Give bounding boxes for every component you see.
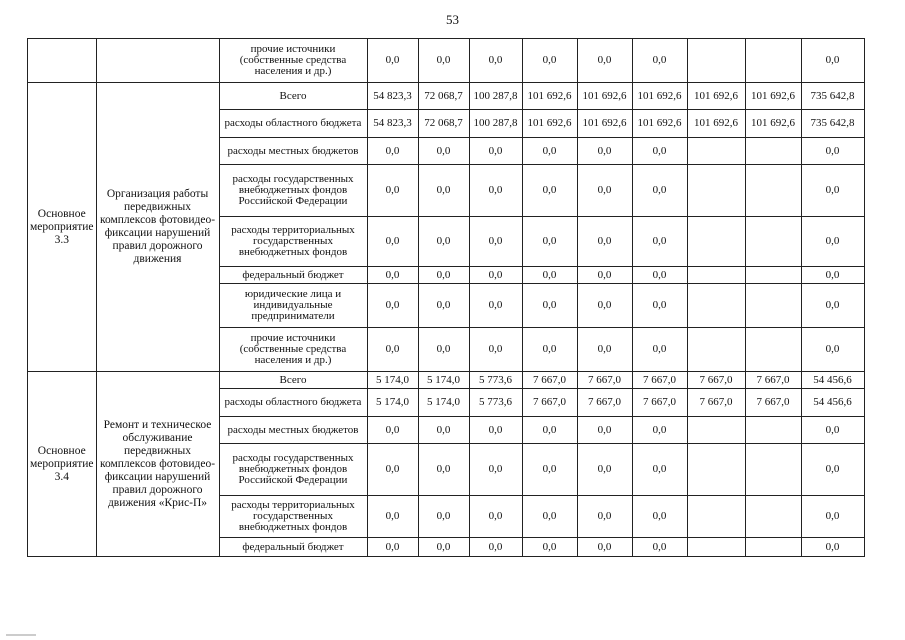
value-cell: 5 174,0	[367, 372, 418, 389]
value-cell	[745, 284, 801, 328]
value-cell: 101 692,6	[632, 83, 687, 110]
value-cell: 100 287,8	[469, 110, 522, 138]
activity-description-cell: Ремонт и техническое обслуживание передвижных комплексов фотовидео-фиксации нарушений правил дорожного движения «Крис-П»	[96, 372, 219, 557]
value-cell: 0,0	[522, 284, 577, 328]
value-cell: 0,0	[469, 267, 522, 284]
value-cell: 0,0	[367, 138, 418, 165]
value-cell: 0,0	[632, 496, 687, 538]
value-cell	[745, 267, 801, 284]
value-cell: 0,0	[801, 328, 864, 372]
page-number: 53	[446, 12, 459, 27]
value-cell	[745, 538, 801, 557]
value-cell: 0,0	[469, 417, 522, 444]
funding-source-cell: прочие источники (собственные средства населения и др.)	[219, 39, 367, 83]
value-cell: 0,0	[577, 538, 632, 557]
value-cell: 0,0	[418, 39, 469, 83]
value-cell	[687, 217, 745, 267]
value-cell: 0,0	[469, 217, 522, 267]
value-cell	[745, 417, 801, 444]
funding-source-cell: расходы территориальных государственных внебюджетных фондов	[219, 217, 367, 267]
value-cell: 0,0	[367, 284, 418, 328]
value-cell: 0,0	[801, 138, 864, 165]
value-cell: 54 823,3	[367, 83, 418, 110]
funding-source-cell: расходы местных бюджетов	[219, 417, 367, 444]
value-cell: 0,0	[418, 328, 469, 372]
value-cell: 0,0	[577, 328, 632, 372]
value-cell: 0,0	[632, 444, 687, 496]
value-cell: 0,0	[522, 138, 577, 165]
value-cell: 0,0	[801, 417, 864, 444]
value-cell: 7 667,0	[745, 389, 801, 417]
value-cell: 0,0	[577, 496, 632, 538]
value-cell	[687, 417, 745, 444]
value-cell	[745, 165, 801, 217]
value-cell: 0,0	[577, 284, 632, 328]
value-cell: 7 667,0	[632, 372, 687, 389]
value-cell: 0,0	[367, 328, 418, 372]
value-cell	[687, 165, 745, 217]
value-cell: 0,0	[632, 284, 687, 328]
value-cell: 5 773,6	[469, 372, 522, 389]
funding-source-cell: расходы областного бюджета	[219, 110, 367, 138]
funding-source-cell: Всего	[219, 83, 367, 110]
value-cell: 0,0	[632, 267, 687, 284]
value-cell: 101 692,6	[577, 83, 632, 110]
value-cell: 0,0	[367, 39, 418, 83]
value-cell	[745, 39, 801, 83]
value-cell: 0,0	[418, 444, 469, 496]
value-cell	[687, 267, 745, 284]
value-cell: 0,0	[367, 217, 418, 267]
value-cell	[687, 496, 745, 538]
value-cell: 0,0	[801, 496, 864, 538]
funding-source-cell: расходы местных бюджетов	[219, 138, 367, 165]
value-cell: 0,0	[632, 165, 687, 217]
value-cell: 0,0	[632, 39, 687, 83]
value-cell: 0,0	[367, 417, 418, 444]
funding-source-cell: расходы территориальных государственных внебюджетных фондов	[219, 496, 367, 538]
value-cell: 0,0	[632, 217, 687, 267]
value-cell: 0,0	[367, 165, 418, 217]
value-cell: 0,0	[469, 328, 522, 372]
value-cell: 0,0	[801, 39, 864, 83]
table-body	[28, 39, 865, 557]
table-row	[28, 372, 865, 389]
value-cell: 101 692,6	[687, 110, 745, 138]
value-cell: 7 667,0	[687, 372, 745, 389]
value-cell: 0,0	[577, 444, 632, 496]
value-cell: 0,0	[418, 138, 469, 165]
value-cell: 5 174,0	[367, 389, 418, 417]
value-cell	[745, 138, 801, 165]
funding-source-cell: Всего	[219, 372, 367, 389]
value-cell: 0,0	[801, 217, 864, 267]
value-cell: 7 667,0	[577, 389, 632, 417]
funding-source-cell: федеральный бюджет	[219, 538, 367, 557]
empty-desc-cell	[96, 39, 219, 83]
value-cell: 0,0	[632, 138, 687, 165]
value-cell: 0,0	[418, 417, 469, 444]
value-cell: 0,0	[577, 417, 632, 444]
value-cell: 0,0	[418, 496, 469, 538]
value-cell: 0,0	[801, 284, 864, 328]
value-cell: 0,0	[418, 267, 469, 284]
value-cell: 0,0	[469, 39, 522, 83]
value-cell: 0,0	[469, 444, 522, 496]
value-cell: 0,0	[577, 217, 632, 267]
value-cell: 735 642,8	[801, 110, 864, 138]
value-cell: 101 692,6	[522, 83, 577, 110]
value-cell: 0,0	[577, 165, 632, 217]
value-cell: 101 692,6	[577, 110, 632, 138]
value-cell: 101 692,6	[745, 110, 801, 138]
value-cell: 0,0	[367, 267, 418, 284]
empty-group-cell	[28, 39, 97, 83]
value-cell	[745, 496, 801, 538]
activity-group-cell: Основное мероприятие 3.3	[28, 83, 97, 372]
value-cell	[687, 328, 745, 372]
activity-description-cell: Организация работы передвижных комплексов фотовидео- фиксации нарушений правил дорожного движения	[96, 83, 219, 372]
table-row	[28, 83, 865, 110]
value-cell: 54 456,6	[801, 389, 864, 417]
value-cell: 54 823,3	[367, 110, 418, 138]
value-cell	[687, 444, 745, 496]
funding-source-cell: прочие источники (собственные средства населения и др.)	[219, 328, 367, 372]
value-cell: 0,0	[522, 496, 577, 538]
funding-source-cell: расходы областного бюджета	[219, 389, 367, 417]
value-cell: 0,0	[522, 538, 577, 557]
value-cell: 7 667,0	[522, 372, 577, 389]
value-cell: 7 667,0	[522, 389, 577, 417]
value-cell: 101 692,6	[522, 110, 577, 138]
value-cell: 0,0	[469, 538, 522, 557]
value-cell: 0,0	[801, 165, 864, 217]
value-cell: 0,0	[632, 417, 687, 444]
value-cell: 0,0	[577, 39, 632, 83]
value-cell: 0,0	[418, 217, 469, 267]
value-cell: 0,0	[469, 138, 522, 165]
value-cell: 0,0	[367, 538, 418, 557]
value-cell: 7 667,0	[632, 389, 687, 417]
value-cell: 735 642,8	[801, 83, 864, 110]
value-cell: 0,0	[801, 444, 864, 496]
budget-table	[27, 38, 865, 557]
value-cell: 0,0	[418, 284, 469, 328]
value-cell: 101 692,6	[632, 110, 687, 138]
value-cell: 0,0	[469, 496, 522, 538]
value-cell: 0,0	[632, 328, 687, 372]
value-cell: 0,0	[522, 165, 577, 217]
value-cell: 0,0	[367, 496, 418, 538]
value-cell	[745, 328, 801, 372]
value-cell: 0,0	[522, 328, 577, 372]
funding-source-cell: федеральный бюджет	[219, 267, 367, 284]
value-cell: 0,0	[632, 538, 687, 557]
value-cell: 100 287,8	[469, 83, 522, 110]
activity-group-cell: Основное мероприятие 3.4	[28, 372, 97, 557]
value-cell: 72 068,7	[418, 110, 469, 138]
table-row	[28, 39, 865, 83]
value-cell: 0,0	[522, 417, 577, 444]
value-cell: 5 773,6	[469, 389, 522, 417]
funding-source-cell: расходы государственных внебюджетных фондов Российской Федерации	[219, 165, 367, 217]
value-cell: 72 068,7	[418, 83, 469, 110]
value-cell: 0,0	[367, 444, 418, 496]
value-cell: 0,0	[469, 284, 522, 328]
value-cell: 0,0	[522, 444, 577, 496]
scan-artifact	[6, 634, 36, 636]
value-cell: 0,0	[577, 138, 632, 165]
value-cell	[745, 217, 801, 267]
value-cell	[687, 284, 745, 328]
value-cell: 0,0	[801, 267, 864, 284]
value-cell: 0,0	[418, 538, 469, 557]
value-cell: 0,0	[469, 165, 522, 217]
value-cell: 0,0	[522, 267, 577, 284]
value-cell: 101 692,6	[745, 83, 801, 110]
value-cell	[745, 444, 801, 496]
value-cell: 7 667,0	[745, 372, 801, 389]
value-cell: 101 692,6	[687, 83, 745, 110]
value-cell	[687, 538, 745, 557]
value-cell: 5 174,0	[418, 389, 469, 417]
funding-source-cell: расходы государственных внебюджетных фондов Российской Федерации	[219, 444, 367, 496]
value-cell: 0,0	[577, 267, 632, 284]
value-cell	[687, 138, 745, 165]
value-cell: 0,0	[418, 165, 469, 217]
value-cell: 5 174,0	[418, 372, 469, 389]
funding-source-cell: юридические лица и индивидуальные предприниматели	[219, 284, 367, 328]
value-cell: 7 667,0	[687, 389, 745, 417]
value-cell	[687, 39, 745, 83]
value-cell: 7 667,0	[577, 372, 632, 389]
value-cell: 0,0	[522, 217, 577, 267]
value-cell: 54 456,6	[801, 372, 864, 389]
value-cell: 0,0	[801, 538, 864, 557]
value-cell: 0,0	[522, 39, 577, 83]
